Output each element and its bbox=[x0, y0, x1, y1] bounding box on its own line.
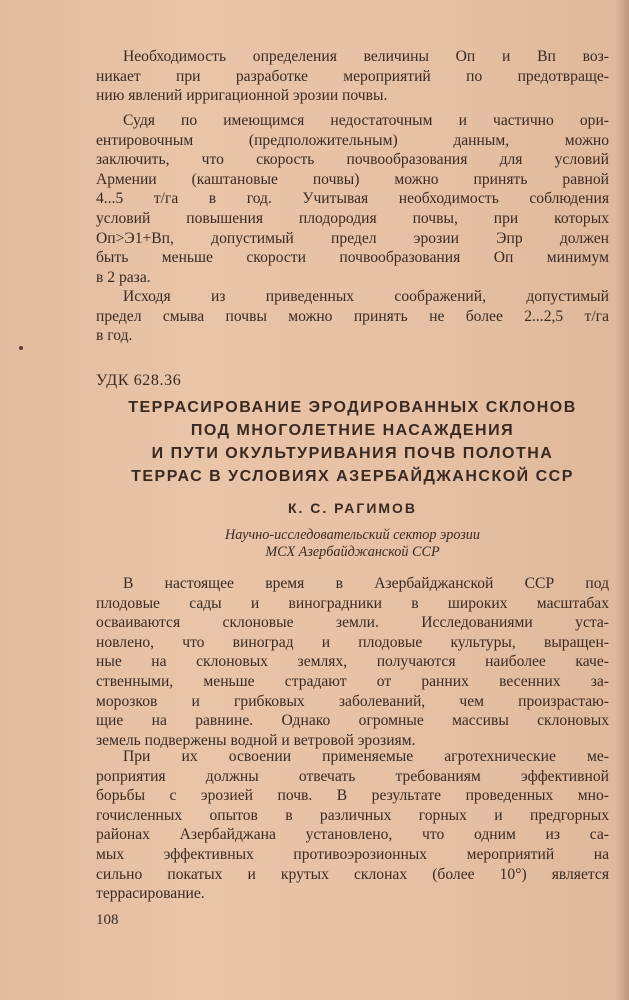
text-line: земель подвержены водной и ветровой эрозиям. bbox=[96, 731, 416, 749]
text-line: плодовые сады и виноградники в широких масштабах bbox=[96, 594, 609, 612]
text-line: нию явлений ирригационной эрозии почвы. bbox=[96, 87, 388, 105]
text-line: 4...5 т/га в год. Учитывая необходимость соблюдения bbox=[96, 190, 609, 208]
title-line: ТЕРРАСИРОВАНИЕ ЭРОДИРОВАННЫХ СКЛОНОВ bbox=[128, 399, 577, 416]
text-line: гочисленных опытов в различных горных и предгорных bbox=[96, 806, 609, 824]
text-line: быть меньше скорости почвообразования Oп минимум bbox=[96, 249, 609, 267]
text-line: ентировочным (предположительным) данным, можно bbox=[96, 131, 609, 149]
text-line: в 2 раза. bbox=[96, 268, 151, 286]
text-line: ственными, меньше страдают от ранних весенних за- bbox=[96, 672, 609, 690]
article-title bbox=[90, 396, 615, 488]
udk-code: УДК 628.36 bbox=[96, 372, 182, 389]
text-line: Армении (каштановые почвы) можно принять равной bbox=[96, 170, 609, 188]
text-line: В настоящее время в Азербайджанской ССР под bbox=[123, 575, 609, 592]
text-line: Необходимость определения величины Oп и Bп воз- bbox=[123, 48, 609, 65]
text-line: в год. bbox=[96, 327, 133, 345]
text-line: предел смыва почвы можно принять не более 2...2,5 т/га bbox=[96, 307, 609, 325]
page-number: 108 bbox=[96, 912, 119, 928]
author-affiliation bbox=[96, 527, 609, 561]
text-line: морозков и грибковых заболеваний, чем произрастаю- bbox=[96, 692, 609, 710]
paragraph-block4 bbox=[96, 574, 609, 750]
text-line: осваиваются склоновые земли. Исследованиями уста- bbox=[96, 614, 609, 632]
text-line: ные на склоновых землях, получаются наиболее каче- bbox=[96, 653, 609, 671]
page-edge-shadow bbox=[615, 0, 629, 1000]
text-line: борьбы с эрозией почв. В результате проведенных мно- bbox=[96, 787, 609, 805]
margin-dot bbox=[19, 346, 23, 350]
paragraph-block5 bbox=[96, 747, 609, 904]
affiliation-line: МСХ Азербайджанской ССР bbox=[265, 544, 440, 560]
text-line: террасирование. bbox=[96, 885, 205, 903]
title-line: И ПУТИ ОКУЛЬТУРИВАНИЯ ПОЧВ ПОЛОТНА bbox=[151, 445, 554, 462]
text-line: Судя по имеющимся недостаточным и частично ори- bbox=[123, 112, 609, 129]
text-line: заключить, что скорость почвообразования для условий bbox=[96, 151, 609, 169]
text-line: При их освоении применяемые агротехнические ме- bbox=[123, 748, 609, 765]
text-line: щие на равнине. Однако огромные массивы склоновых bbox=[96, 712, 609, 730]
title-line: ПОД МНОГОЛЕТНИЕ НАСАЖДЕНИЯ bbox=[190, 422, 515, 439]
text-line: районах Азербайджана установлено, что одним из са- bbox=[96, 826, 609, 844]
text-line: сильно покатых и крутых склонах (более 10°) является bbox=[96, 865, 609, 883]
author-name: К. С. РАГИМОВ bbox=[287, 500, 418, 516]
text-line: роприятия должны отвечать требованиям эффективной bbox=[96, 767, 609, 785]
paragraph-block2 bbox=[96, 111, 609, 287]
affiliation-line: Научно-исследовательский сектор эрозии bbox=[225, 527, 480, 543]
text-line: Исходя из приведенных соображений, допустимый bbox=[123, 288, 609, 305]
title-line: ТЕРРАС В УСЛОВИЯХ АЗЕРБАЙДЖАНСКОЙ ССР bbox=[131, 468, 574, 485]
text-line: никает при разработке мероприятий по предотвраще- bbox=[96, 67, 609, 85]
text-line: условий повышения плодородия почвы, при которых bbox=[96, 209, 609, 227]
paragraph-block3 bbox=[96, 287, 609, 346]
paragraph-block1 bbox=[96, 47, 609, 106]
text-line: новлено, что виноград и плодовые культуры, выращен- bbox=[96, 633, 609, 651]
text-line: мых эффективных противоэрозионных мероприятий на bbox=[96, 845, 609, 863]
text-line: Oп>Э1+Bп, допустимый предел эрозии Эпр должен bbox=[96, 229, 609, 247]
